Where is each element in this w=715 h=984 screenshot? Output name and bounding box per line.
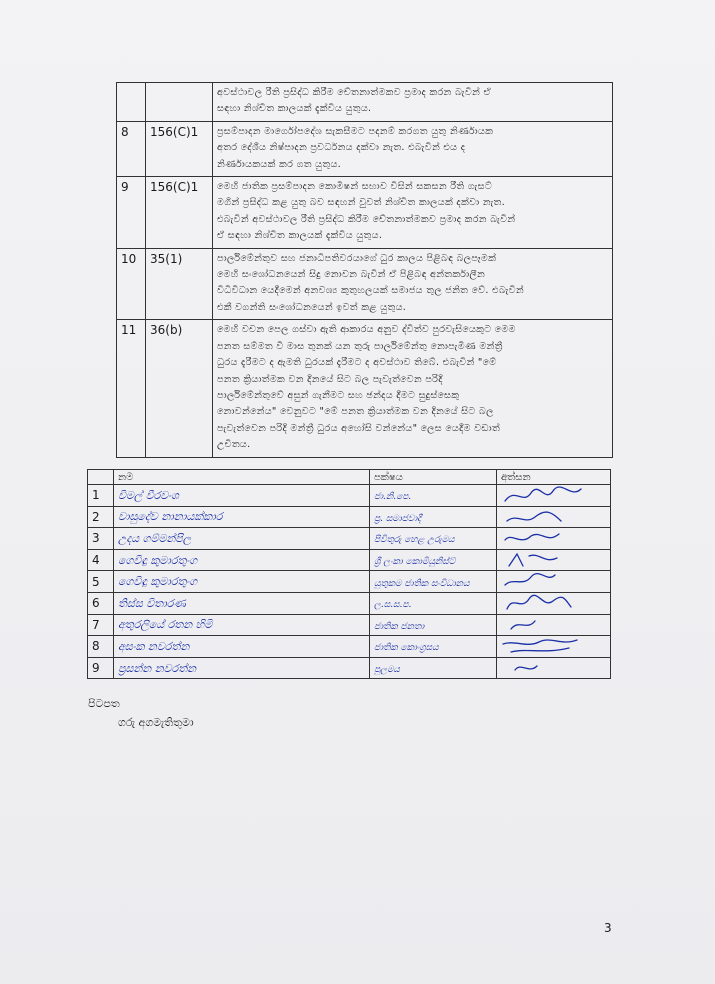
clause-text-line: පනත ක්‍රියාත්මක වන දිනයේ සිට බල පැවැත්වෙන පරිදි bbox=[217, 373, 443, 385]
clause-row bbox=[117, 177, 613, 249]
signatory-party: පිවිතුරු හෙළ උරුමය bbox=[374, 535, 455, 546]
clause-section: 36(b) bbox=[146, 320, 213, 457]
signatory-number: 5 bbox=[88, 571, 114, 593]
signature-stroke bbox=[511, 621, 535, 629]
handwritten-signature bbox=[501, 593, 605, 615]
clause-text-line: විධිවිධාන යෙදීමෙන් අනවශ්‍ය කුතුහලයක් සමාජය තුල ජනිත වේ. එබැවින් bbox=[217, 285, 524, 297]
handwritten-signature bbox=[501, 571, 605, 593]
clause-text-line: නොවන්නේය" වෙනුවට "මේ පනත ක්‍රියාත්මක වන දිනයේ සිට බල bbox=[217, 406, 494, 418]
signatory-party: යුතුකම ජාතික සංවිධානය bbox=[374, 578, 470, 589]
clause-section: 35(1) bbox=[146, 248, 213, 320]
handwritten-signature bbox=[501, 485, 605, 507]
clause-number: 9 bbox=[117, 177, 146, 249]
signature-cell bbox=[497, 636, 611, 658]
clause-text-line: ධුරය දැරීමට ද ඇමති ධුරයක් දැරීමට ද අවස්ථාව තිබේ. එබැවින් "මේ bbox=[217, 357, 497, 369]
clause-text-line: අවස්ථාවල රීති ප්‍රසිද්ධ කිරීම චේතනාත්මකව ප්‍රමාද කරන බැවින් ඒ bbox=[217, 87, 491, 98]
handwritten-signature bbox=[501, 658, 605, 680]
clause-text-line: අතර දේශීය නිෂ්පාදන ප්‍රවර්ධනය දක්වා නැත. එබැවින් එය ද bbox=[217, 142, 466, 154]
clause-text-line: මගින් ප්‍රසිද්ධ කළ යුතු බව සඳහන් වුවත් නිශ්චිත කාලයක් දක්වා නැත. bbox=[217, 197, 505, 209]
signature-cell bbox=[497, 528, 611, 550]
signatory-name: අසංක නවරත්න bbox=[118, 639, 190, 653]
signatory-party: ජා.නි.පෙ. bbox=[374, 492, 412, 503]
signatory-name-cell bbox=[114, 571, 370, 593]
signatory-party-cell bbox=[370, 571, 497, 593]
signatory-number: 1 bbox=[88, 485, 114, 507]
signatory-number: 4 bbox=[88, 549, 114, 571]
clause-section: 156(C)1 bbox=[146, 177, 213, 249]
party-header: පක්ෂය bbox=[370, 470, 497, 485]
clause-text-line: එකී වගන්ති සංශෝධනයෙන් ඉවත් කළ යුතුය. bbox=[217, 301, 407, 313]
signatory-name-cell bbox=[114, 528, 370, 550]
handwritten-signature bbox=[501, 528, 605, 550]
signatory-number: 8 bbox=[88, 636, 114, 658]
signatory-row bbox=[88, 506, 611, 528]
clause-text-line: සඳහා නිශ්චිත කාලයක් දැක්විය යුතුය. bbox=[217, 103, 372, 115]
signatory-number: 9 bbox=[88, 657, 114, 679]
clause-text-line: මෙහි ජාතික ප්‍රසම්පාදන කොමිෂන් සභාව විසින් සකසන රීති ගැසට් bbox=[217, 181, 493, 193]
clause-text-line: ප්‍රසම්පාදන මාර්ගෝපදේශ සැකසීමට පදනම් කරගත යුතු නිර්ණායක bbox=[217, 125, 494, 137]
signature-header: අත්සන bbox=[497, 470, 611, 485]
signatory-party: ජාතික ජනතා bbox=[374, 621, 425, 632]
signatory-number: 3 bbox=[88, 528, 114, 550]
signatory-name: විමල් වීරවංශ bbox=[118, 488, 179, 502]
signatory-party-cell bbox=[370, 592, 497, 614]
signatory-row bbox=[88, 485, 611, 507]
signatory-name-cell bbox=[114, 657, 370, 679]
signature-cell bbox=[497, 506, 611, 528]
signatory-row bbox=[88, 657, 611, 679]
signatory-name-cell bbox=[114, 592, 370, 614]
clause-row bbox=[117, 320, 613, 457]
copy-to-label: පිටපත bbox=[88, 697, 120, 710]
signatory-name-cell bbox=[114, 506, 370, 528]
signature-stroke bbox=[505, 574, 555, 585]
signatory-party-cell bbox=[370, 549, 497, 571]
clause-number: 10 bbox=[117, 248, 146, 320]
signatory-name: ගෙවිඳු කුමාරතුංග bbox=[118, 575, 198, 589]
signatory-row bbox=[88, 614, 611, 636]
signatory-name-cell bbox=[114, 614, 370, 636]
signatory-name-cell bbox=[114, 549, 370, 571]
clause-text bbox=[213, 248, 613, 320]
signatory-row bbox=[88, 592, 611, 614]
signatory-row bbox=[88, 636, 611, 658]
signature-stroke bbox=[503, 640, 577, 652]
signatory-name: ප්‍රසන්න නවරත්න bbox=[118, 661, 197, 675]
signatory-party: ල.ස.ස.ප. bbox=[374, 600, 412, 611]
signature-stroke bbox=[515, 666, 537, 670]
signatory-party-cell bbox=[370, 485, 497, 507]
signatory-party-cell bbox=[370, 657, 497, 679]
signatory-name: උදය ගම්මන්පිල bbox=[118, 531, 192, 545]
amendments-table bbox=[116, 82, 613, 458]
signatory-party-cell bbox=[370, 506, 497, 528]
signatories-table bbox=[87, 469, 611, 679]
clause-text-line: උචිතය. bbox=[217, 439, 251, 451]
signatory-name: අතුරලියේ රතන හිමි bbox=[118, 618, 213, 632]
signature-stroke bbox=[509, 554, 557, 566]
copy-recipient: ගරු අගමැතිතුමා bbox=[118, 716, 194, 729]
signatories-header-row bbox=[88, 470, 611, 485]
clause-text bbox=[213, 177, 613, 249]
clause-text-line: පාර්ලිමේන්තුව සහ ජනාධිපතිවරයාගේ ධුර කාලය පිළිබඳ බලපෑමක් bbox=[217, 252, 497, 264]
clause-row bbox=[117, 248, 613, 320]
signatory-party-cell bbox=[370, 528, 497, 550]
signatory-name: තිස්ස විතාරණ bbox=[118, 596, 186, 610]
signatory-party: පුලමය bbox=[374, 665, 400, 676]
signatory-row bbox=[88, 549, 611, 571]
signatory-name: ගෙවිඳු කුමාරතුංග bbox=[118, 553, 198, 567]
clause-text bbox=[213, 83, 613, 122]
signature-cell bbox=[497, 657, 611, 679]
clause-text bbox=[213, 121, 613, 176]
clause-number: 8 bbox=[117, 121, 146, 176]
clause-text-line: පැවැත්වෙන පරිදි මන්ත්‍රී ධුරය අහෝසි වන්නේය" ලෙස යෙදීම වඩාත් bbox=[217, 422, 501, 434]
signatory-row bbox=[88, 571, 611, 593]
handwritten-signature bbox=[501, 615, 605, 637]
page-number: 3 bbox=[604, 921, 612, 935]
number-header bbox=[88, 470, 114, 485]
clause-text-line: පනත සම්මත වී මාස තුනක් යන තුරු පාර්ලිමේන්තු නොපැමිණ මන්ත්‍රී bbox=[217, 340, 503, 352]
signatory-number: 6 bbox=[88, 592, 114, 614]
handwritten-signature bbox=[501, 507, 605, 529]
signature-stroke bbox=[507, 512, 561, 521]
signature-cell bbox=[497, 549, 611, 571]
clause-text-line: ඒ සඳහා නිශ්චිත කාලයක් දැක්විය යුතුය. bbox=[217, 230, 383, 242]
signature-cell bbox=[497, 614, 611, 636]
signatory-name-cell bbox=[114, 636, 370, 658]
signatory-number: 2 bbox=[88, 506, 114, 528]
name-header: නම bbox=[114, 470, 370, 485]
signatory-row bbox=[88, 528, 611, 550]
clause-section: 156(C)1 bbox=[146, 121, 213, 176]
signatory-name: වාසුදේව නානායක්කාර bbox=[118, 510, 223, 524]
signatory-party-cell bbox=[370, 614, 497, 636]
signatory-party: ප්‍ර. සමාජවාදී bbox=[374, 513, 422, 524]
signature-cell bbox=[497, 485, 611, 507]
handwritten-signature bbox=[501, 550, 605, 572]
clause-text-line: පාර්ලිමේන්තුවේ අසුන් ගැනීමට සහ ඡන්දය දීමට සුදුස්සෙකු bbox=[217, 389, 460, 401]
clause-number: 11 bbox=[117, 320, 146, 457]
signatory-name-cell bbox=[114, 485, 370, 507]
signatory-party-cell bbox=[370, 636, 497, 658]
signature-stroke bbox=[505, 487, 581, 501]
signatory-number: 7 bbox=[88, 614, 114, 636]
clause-number bbox=[117, 83, 146, 122]
clause-text-line: එබැවින් අවස්ථාවල රීති ප්‍රසිද්ධ කිරීම චේතනාත්මකව ප්‍රමාද කරන බැවින් bbox=[217, 213, 516, 225]
clause-text-line: මෙහි සංශෝධනයෙන් සිදු නොවන බැවින් ඒ පිළිබඳ අන්තර්කාලීන bbox=[217, 269, 486, 281]
clause-row bbox=[117, 83, 613, 122]
clause-text bbox=[213, 320, 613, 457]
clause-row bbox=[117, 121, 613, 176]
signature-stroke bbox=[505, 534, 559, 540]
signature-stroke bbox=[507, 595, 571, 609]
handwritten-signature bbox=[501, 636, 605, 658]
signature-cell bbox=[497, 592, 611, 614]
clause-text-line: නිර්ණායකයක් කර ගත යුතුය. bbox=[217, 158, 342, 170]
signatory-party: ජාතික කොංග්‍රසය bbox=[374, 643, 439, 654]
clause-text-line: මෙහි වචන පෙල ගස්වා ඇති ආකාරය අනුව ද්විත්ව පුරවැසියෙකුට මෙම bbox=[217, 324, 516, 336]
signature-cell bbox=[497, 571, 611, 593]
clause-section bbox=[146, 83, 213, 122]
signatory-party: ශ්‍රී ලංකා කොමියුනිස්ට් bbox=[374, 557, 456, 568]
